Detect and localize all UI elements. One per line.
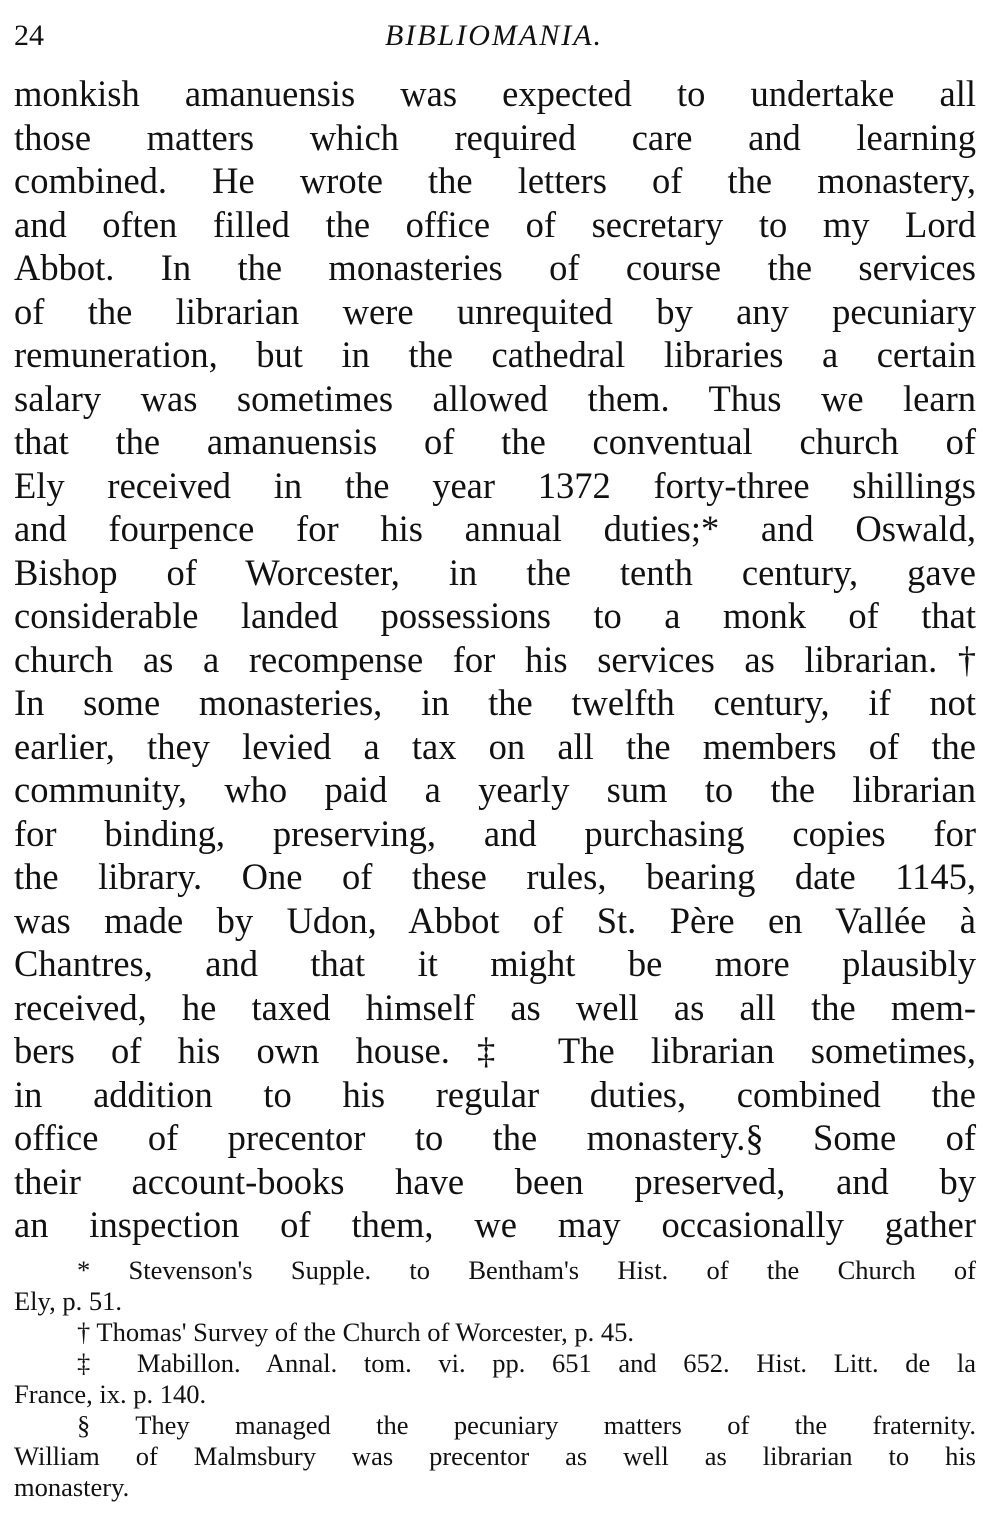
- body-line: received, he taxed himself as well as all the mem-: [14, 986, 976, 1028]
- body-line: of the librarian were unrequited by any pecuniary: [14, 290, 976, 332]
- body-line: Chantres, and that it might be more plausibly: [14, 943, 976, 984]
- body-line: Abbot. In the monasteries of course the services: [14, 247, 976, 288]
- body-line: remuneration, but in the cathedral libraries a certain: [14, 334, 976, 375]
- body-line: that the amanuensis of the conventual church of: [14, 421, 976, 462]
- body-line: and often filled the office of secretary to my Lord: [14, 203, 976, 245]
- body-line: bers of his own house.‡ The librarian sometimes,: [14, 1030, 976, 1071]
- body-line: Ely received in the year 1372 forty-three shillings: [14, 464, 976, 506]
- footnote-line: † Thomas' Survey of the Church of Worcester, p. 45.: [77, 1317, 634, 1347]
- body-line: those matters which required care and learning: [14, 116, 976, 158]
- footnote-line: Ely, p. 51.: [14, 1286, 122, 1316]
- footnote-line: William of Malmsbury was precentor as well as librarian to his: [14, 1441, 976, 1471]
- body-line: In some monasteries, in the twelfth century, if not: [14, 682, 976, 723]
- body-line: considerable landed possessions to a monk of that: [14, 595, 976, 636]
- body-line: community, who paid a yearly sum to the librarian: [14, 769, 976, 810]
- body-line: in addition to his regular duties, combined the: [14, 1073, 976, 1115]
- footnote-line: § They managed the pecuniary matters of the fraternity.: [77, 1410, 976, 1440]
- footnote-line: ‡ Mabillon. Annal. tom. vi. pp. 651 and 652. Hist. Litt. de la: [77, 1348, 976, 1378]
- footnote-line: France, ix. p. 140.: [14, 1379, 207, 1409]
- body-line: monkish amanuensis was expected to undertake all: [14, 73, 976, 114]
- body-line: was made by Udon, Abbot of St. Père en Vallée à: [14, 899, 976, 941]
- footnotes: [14, 1255, 976, 1503]
- body-line: office of precentor to the monastery.§ Some of: [14, 1117, 976, 1158]
- body-line: church as a recompense for his services as librarian.†: [14, 638, 976, 680]
- running-title: BIBLIOMANIA.: [384, 19, 604, 52]
- body-line: the library. One of these rules, bearing date 1145,: [14, 856, 976, 897]
- footnote-line: monastery.: [14, 1472, 130, 1502]
- body-line: for binding, preserving, and purchasing copies for: [14, 812, 976, 854]
- body-text: [14, 72, 976, 1247]
- body-line: their account-books have been preserved, and by: [14, 1160, 976, 1202]
- body-line: an inspection of them, we may occasionally gather: [14, 1204, 976, 1245]
- body-line: combined. He wrote the letters of the monastery,: [14, 160, 976, 201]
- body-line: salary was sometimes allowed them. Thus we learn: [14, 377, 976, 419]
- page-header: [14, 8, 974, 64]
- page-number: 24: [14, 19, 44, 52]
- body-line: Bishop of Worcester, in the tenth century, gave: [14, 551, 976, 593]
- footnote-line: * Stevenson's Supple. to Bentham's Hist. of the Church of: [77, 1255, 976, 1285]
- body-line: earlier, they levied a tax on all the members of the: [14, 725, 976, 767]
- body-line: and fourpence for his annual duties;* and Oswald,: [14, 508, 976, 549]
